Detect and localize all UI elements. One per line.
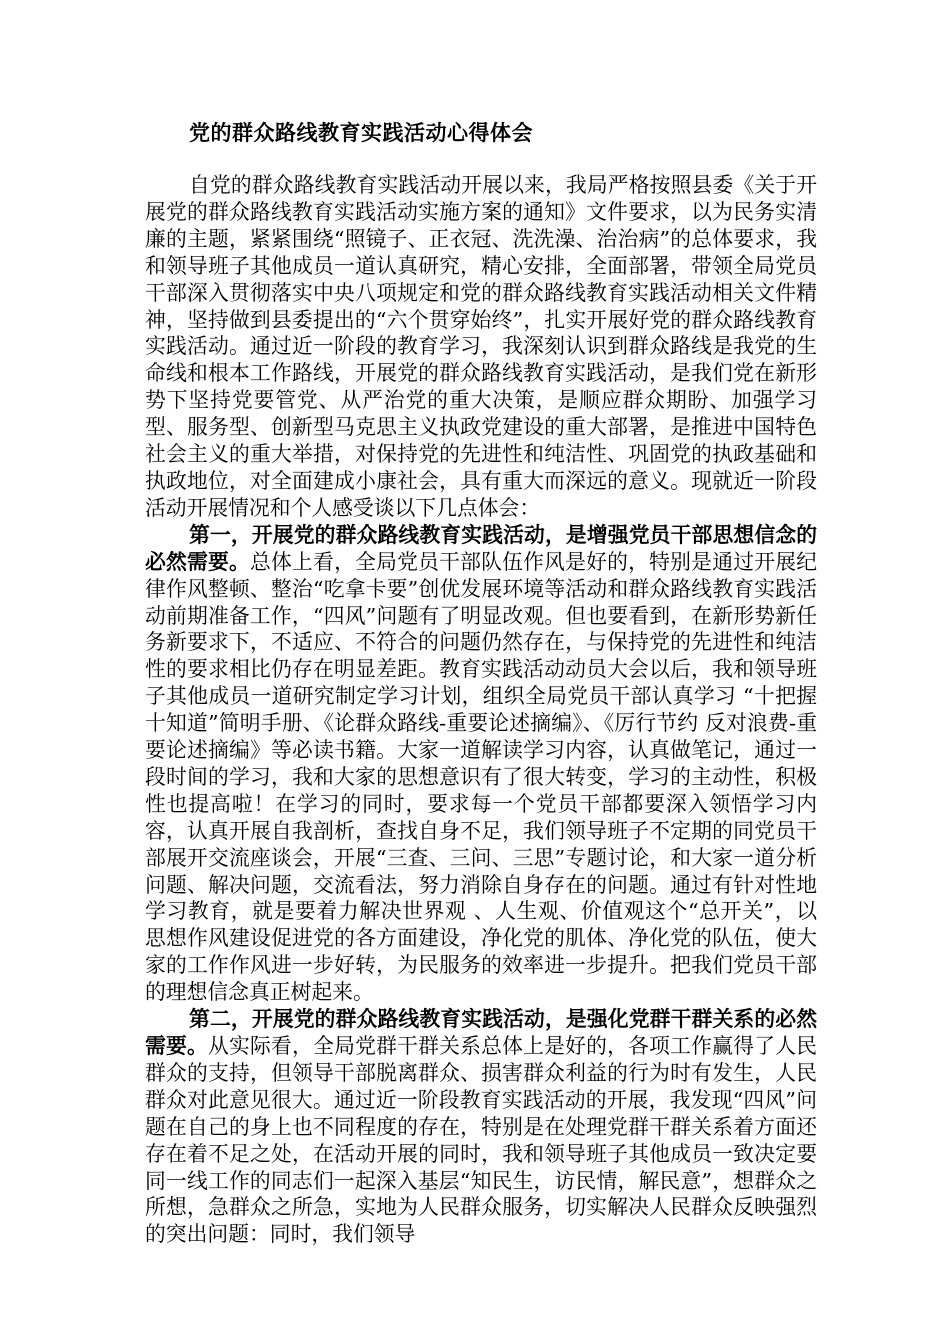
paragraph-lead: 第二，开展党的群众路线教育实践活动，是强化党群干群关系的必然需要。 xyxy=(145,1006,817,1058)
paragraph-body: 自党的群众路线教育实践活动开展以来，我局严格按照县委《关于开展党的群众路线教育实践活动实施方案的通知》文件要求，以为民务实清廉的主题，紧紧围绕“照镜子、正衣冠、洗洗澡、治治病”的总体要求，我和领导班子其他成员一道认真研究，精心安排，全面部署，带领全局党员干部深入贯彻落实中央八项规定和党的群众路线教育实践活动相关文件精神，坚持做到县委提出的“六个贯穿始终”，扎实开展好党的群众路线教育实践活动。通过近一阶段的教育学习，我深刻认识到群众路线是我党的生命线和根本工作路线，开展党的群众路线教育实践活动，是我们党在新形势下坚持党要管党、从严治党的重大决策，是顺应群众期盼、加强学习型、服务型、创新型马克思主义执政党建设的重大部署，是推进中国特色社会主义的重大举措，对保持党的先进性和纯洁性、巩固党的执政基础和执政地位，对全面建成小康社会，具有重大而深远的意义。现就近一阶段活动开展情况和个人感受谈以下几点体会： xyxy=(145,173,817,520)
paragraph-point-one xyxy=(145,522,817,1006)
paragraph-point-two xyxy=(145,1006,817,1248)
document-page xyxy=(145,118,817,1248)
document-title: 党的群众路线教育实践活动心得体会 xyxy=(189,120,533,145)
paragraph-body: 从实际看，全局党群干群关系总体上是好的，各项工作赢得了人民群众的支持，但领导干部脱离群众、损害群众利益的行为时有发生，人民群众对此意见很大。通过近一阶段教育实践活动的开展，我发现“四风”问题在自己的身上也不同程度的存在，特别是在处理党群干群关系着方面还存在着不足之处，在活动开展的同时，我和领导班子其他成员一致决定要同一线工作的同志们一起深入基层“知民生，访民情，解民意”，想群众之所想，急群众之所急，实地为人民群众服务，切实解决人民群众反映强烈的突出问题：同时，我们领导 xyxy=(145,1034,818,1247)
paragraph-lead: 第一，开展党的群众路线教育实践活动，是增强党员干部思想信念的必然需要。 xyxy=(145,521,817,574)
paragraph-intro xyxy=(145,172,817,522)
paragraph-body: 总体上看，全局党员干部队伍作风是好的，特别是通过开展纪律作风整顿、整治“吃拿卡要”创优发展环境等活动和群众路线教育实践活动前期准备工作，“四风”问题有了明显改观。但也要看到，在新形势新任务新要求下，不适应、不符合的问题仍然存在，与保持党的先进性和纯洁性的要求相比仍存在明显差距。教育实践活动动员大会以后，我和领导班子其他成员一道研究制定学习计划，组织全局党员干部认真学习 “十把握十知道”简明手册、《论群众路线-重要论述摘编》、《厉行节约 反对浪费-重要论述摘编》等必读书籍。大家一道解读学习内容，认真做笔记，通过一段时间的学习，我和大家的思想意识有了很大转变，学习的主动性，积极性也提高啦！在学习的同时，要求每一个党员干部都要深入领悟学习内容，认真开展自我剖析，查找自身不足，我们领导班子不定期的同党员干部展开交流座谈会，开展“三查、三问、三思”专题讨论，和大家一道分析问题、解决问题，交流看法，努力消除自身存在的问题。通过有针对性地学习教育，就是要着力解决世界观 、人生观、价值观这个“总开关”，以思想作风建设促进党的各方面建设，净化党的肌体、净化党的队伍，使大家的工作作风进一步好转，为民服务的效率进一步提升。把我们党员干部的理想信念真正树起来。 xyxy=(145,549,818,1005)
